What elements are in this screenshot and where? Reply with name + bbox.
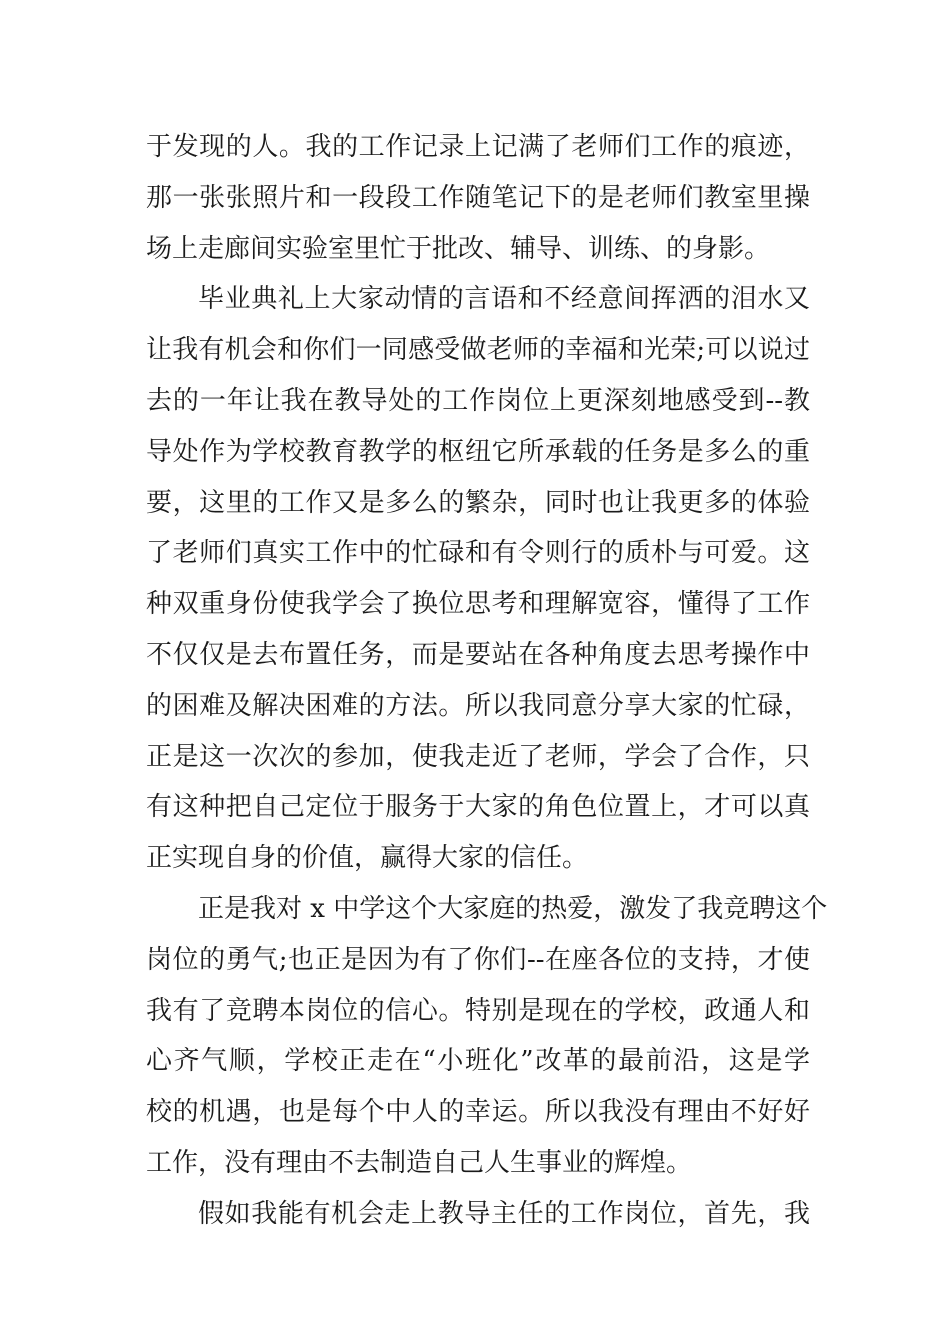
text-line: 心齐气顺，学校正走在“小班化”改革的最前沿，这是学 xyxy=(146,1046,810,1077)
text-line: 场上走廊间实验室里忙于批改、辅导、训练、的身影。 xyxy=(146,233,771,264)
text-line: 正是我对 x 中学这个大家庭的热爱，激发了我竞聘这个 xyxy=(198,893,828,924)
text-line: 岗位的勇气;也正是因为有了你们--在座各位的支持，才使 xyxy=(146,944,810,975)
text-line: 校的机遇，也是每个中人的幸运。所以我没有理由不好好 xyxy=(146,1097,810,1128)
text-line: 了老师们真实工作中的忙碌和有令则行的质朴与可爱。这 xyxy=(146,538,810,569)
body-text xyxy=(146,122,828,1240)
text-line: 正是这一次次的参加，使我走近了老师，学会了合作，只 xyxy=(146,741,810,772)
text-line: 于发现的人。我的工作记录上记满了老师们工作的痕迹， xyxy=(146,132,810,162)
text-line: 种双重身份使我学会了换位思考和理解宽容，懂得了工作 xyxy=(146,589,810,620)
text-line: 假如我能有机会走上教导主任的工作岗位，首先，我 xyxy=(198,1198,810,1229)
text-line: 那一张张照片和一段段工作随笔记下的是老师们教室里操 xyxy=(146,182,810,213)
text-line: 毕业典礼上大家动情的言语和不经意间挥洒的泪水又 xyxy=(198,284,810,315)
text-line: 去的一年让我在教导处的工作岗位上更深刻地感受到--教 xyxy=(146,385,810,416)
text-line: 让我有机会和你们一同感受做老师的幸福和光荣;可以说过 xyxy=(146,335,810,366)
text-line: 有这种把自己定位于服务于大家的角色位置上，才可以真 xyxy=(146,792,810,823)
text-line: 我有了竞聘本岗位的信心。特别是现在的学校，政通人和 xyxy=(146,995,810,1026)
text-line: 正实现自身的价值，赢得大家的信任。 xyxy=(146,843,589,874)
text-line: 不仅仅是去布置任务，而是要站在各种角度去思考操作中 xyxy=(146,639,810,670)
text-line: 工作，没有理由不去制造自己人生事业的辉煌。 xyxy=(146,1147,693,1178)
text-line: 要，这里的工作又是多么的繁杂，同时也让我更多的体验 xyxy=(146,487,810,518)
text-line: 导处作为学校教育教学的枢纽它所承载的任务是多么的重 xyxy=(146,436,810,467)
text-line: 的困难及解决困难的方法。所以我同意分享大家的忙碌， xyxy=(146,690,810,721)
